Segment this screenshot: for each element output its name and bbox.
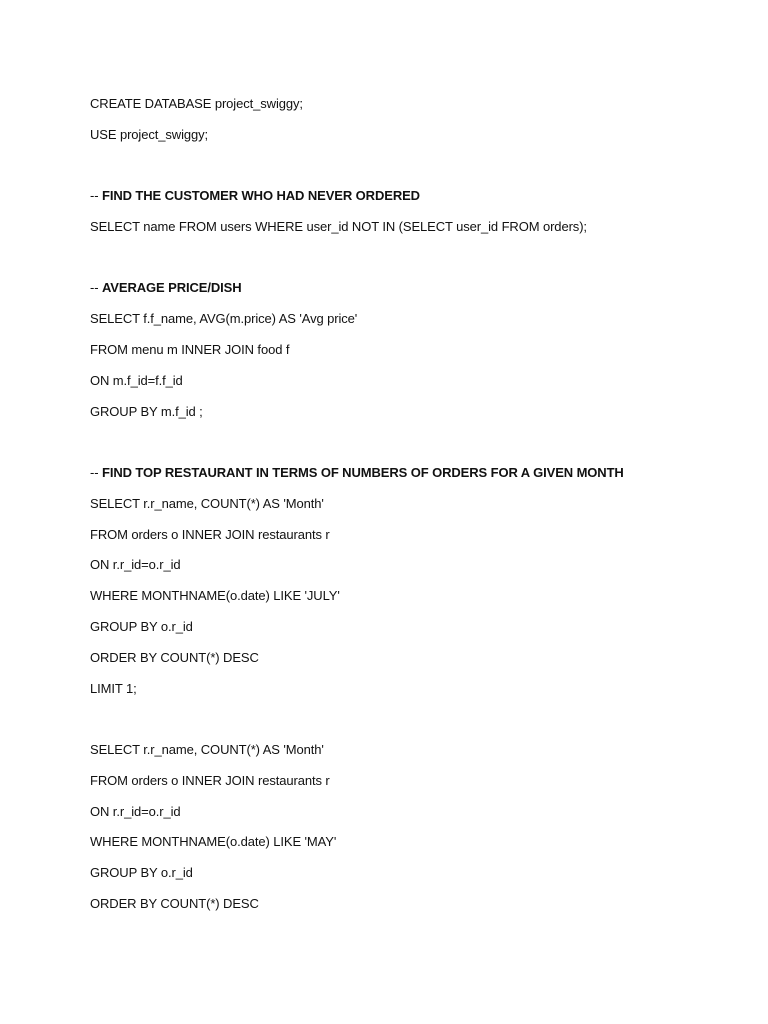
sql-line: ON r.r_id=o.r_id xyxy=(90,804,181,819)
sql-line: GROUP BY o.r_id xyxy=(90,865,193,880)
comment-heading-text: FIND THE CUSTOMER WHO HAD NEVER ORDERED xyxy=(101,188,420,203)
sql-line: GROUP BY m.f_id ; xyxy=(90,404,203,419)
sql-line: WHERE MONTHNAME(o.date) LIKE 'JULY' xyxy=(90,588,340,603)
sql-line: FROM menu m INNER JOIN food f xyxy=(90,342,290,357)
sql-line: ORDER BY COUNT(*) DESC xyxy=(90,650,259,665)
comment-heading-text: AVERAGE PRICE/DISH xyxy=(101,280,242,295)
comment-prefix: -- xyxy=(90,280,102,295)
sql-line: SELECT f.f_name, AVG(m.price) AS 'Avg price' xyxy=(90,311,358,326)
sql-line: WHERE MONTHNAME(o.date) LIKE 'MAY' xyxy=(90,834,337,849)
sql-line: SELECT r.r_name, COUNT(*) AS 'Month' xyxy=(90,742,324,757)
comment-heading-never-ordered xyxy=(90,188,420,204)
comment-heading-text: FIND TOP RESTAURANT IN TERMS OF NUMBERS OF ORDERS FOR A GIVEN MONTH xyxy=(101,465,624,480)
comment-heading-top-restaurant xyxy=(90,465,624,481)
sql-create-database: CREATE DATABASE project_swiggy; xyxy=(90,96,303,111)
sql-line: ON m.f_id=f.f_id xyxy=(90,373,183,388)
sql-line: SELECT r.r_name, COUNT(*) AS 'Month' xyxy=(90,496,324,511)
sql-line: GROUP BY o.r_id xyxy=(90,619,193,634)
sql-line: ON r.r_id=o.r_id xyxy=(90,557,181,572)
sql-line: LIMIT 1; xyxy=(90,681,137,696)
sql-line: FROM orders o INNER JOIN restaurants r xyxy=(90,527,330,542)
sql-never-ordered-query: SELECT name FROM users WHERE user_id NOT IN (SELECT user_id FROM orders); xyxy=(90,219,587,234)
comment-prefix: -- xyxy=(90,188,102,203)
sql-line: ORDER BY COUNT(*) DESC xyxy=(90,896,259,911)
sql-use-database: USE project_swiggy; xyxy=(90,127,209,142)
comment-heading-avg-price xyxy=(90,280,242,296)
comment-prefix: -- xyxy=(90,465,102,480)
sql-line: FROM orders o INNER JOIN restaurants r xyxy=(90,773,330,788)
